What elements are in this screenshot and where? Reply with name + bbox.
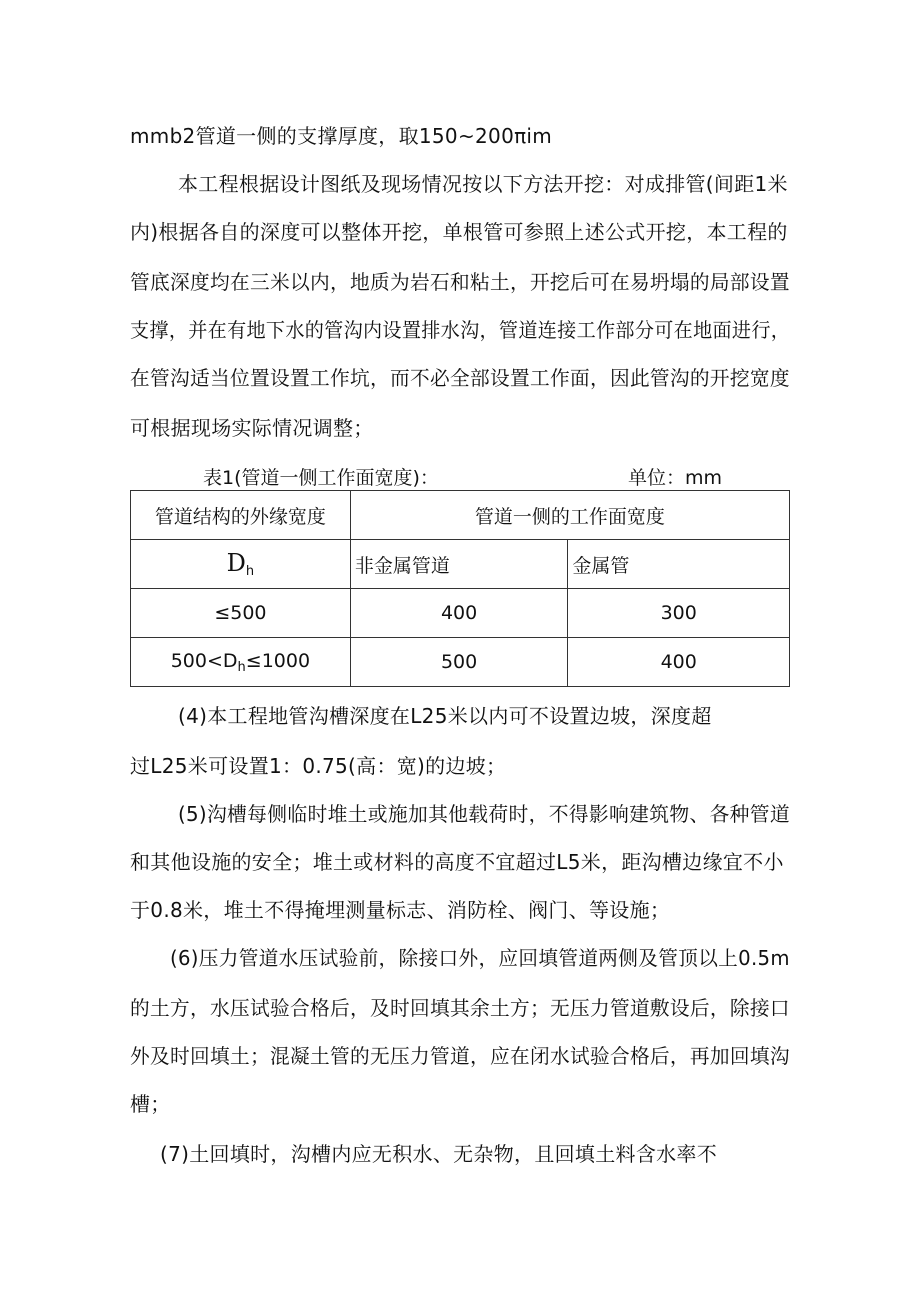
header-work-face-width: 管道一侧的工作面宽度 [350, 491, 789, 540]
range-cell [131, 638, 351, 687]
item6-line-2: 的土方，水压试验合格后，及时回填其余土方；无压力管道敷设后，除接口 [130, 996, 790, 1020]
nonmetal-value: 500 [350, 638, 568, 687]
para1-line-5: 在管沟适当位置设置工作坑，而不必全部设置工作面，因此管沟的开挖宽度 [130, 366, 790, 390]
table-subheader-row [131, 540, 790, 589]
range-cell [131, 589, 351, 638]
item5-line-2: 和其他设施的安全；堆土或材料的高度不宜超过L5米，距沟槽边缘宜不小 [130, 850, 784, 874]
header-outer-width: 管道结构的外缘宽度 [131, 491, 351, 540]
para1-line-1: 本工程根据设计图纸及现场情况按以下方法开挖：对成排管(间距1米 [178, 172, 788, 196]
para1-line-2: 内)根据各自的深度可以整体开挖，单根管可参照上述公式开挖，本工程的 [130, 220, 788, 244]
para1-line-6: 可根据现场实际情况调整； [130, 416, 374, 440]
work-face-width-table [130, 490, 790, 687]
table-caption: 表1(管道一侧工作面宽度)： [203, 467, 439, 489]
table-row [131, 589, 790, 638]
range-subscript: h [237, 659, 246, 675]
item5-line-3: 于0.8米，堆土不得掩埋测量标志、消防栓、阀门、等设施； [130, 898, 671, 922]
header-dh-symbol [131, 540, 351, 589]
nonmetal-value: 400 [350, 589, 568, 638]
item7-line-1: (7)土回填时，沟槽内应无积水、无杂物，且回填土料含水率不 [160, 1142, 718, 1166]
range-text: ≤500 [214, 602, 267, 624]
intro-line: mmb2管道一侧的支撑厚度，取150~200πim [130, 124, 553, 148]
metal-value: 300 [568, 589, 790, 638]
table-header-row [131, 491, 790, 540]
item5-line-1: (5)沟槽每侧临时堆土或施加其他载荷时，不得影响建筑物、各种管道 [178, 802, 790, 826]
metal-value: 400 [568, 638, 790, 687]
item6-line-1: (6)压力管道水压试验前，除接口外，应回填管道两侧及管顶以上0.5m [170, 946, 790, 970]
para1-line-3: 管底深度均在三米以内，地质为岩石和粘土，开挖后可在易坍塌的局部设置 [130, 270, 790, 294]
table-unit: 单位：mm [628, 467, 723, 489]
item6-line-3: 外及时回填土；混凝土管的无压力管道，应在闭水试验合格后，再加回填沟 [130, 1044, 790, 1068]
dh-subscript: h [245, 564, 255, 579]
item4-line-2: 过L25米可设置1：0.75(高：宽)的边坡； [130, 754, 507, 778]
header-metal-pipe: 金属管 [568, 540, 790, 589]
item4-line-1: (4)本工程地管沟槽深度在L25米以内可不设置边坡，深度超 [178, 704, 712, 728]
item6-line-4: 槽； [130, 1092, 171, 1116]
header-nonmetal-pipe: 非金属管道 [350, 540, 568, 589]
range-suffix: ≤1000 [245, 649, 311, 672]
table-row [131, 638, 790, 687]
para1-line-4: 支撑，并在有地下水的管沟内设置排水沟，管道连接工作部分可在地面进行， [130, 318, 791, 342]
range-prefix: 500<D [170, 649, 238, 672]
dh-symbol: D [226, 549, 246, 577]
